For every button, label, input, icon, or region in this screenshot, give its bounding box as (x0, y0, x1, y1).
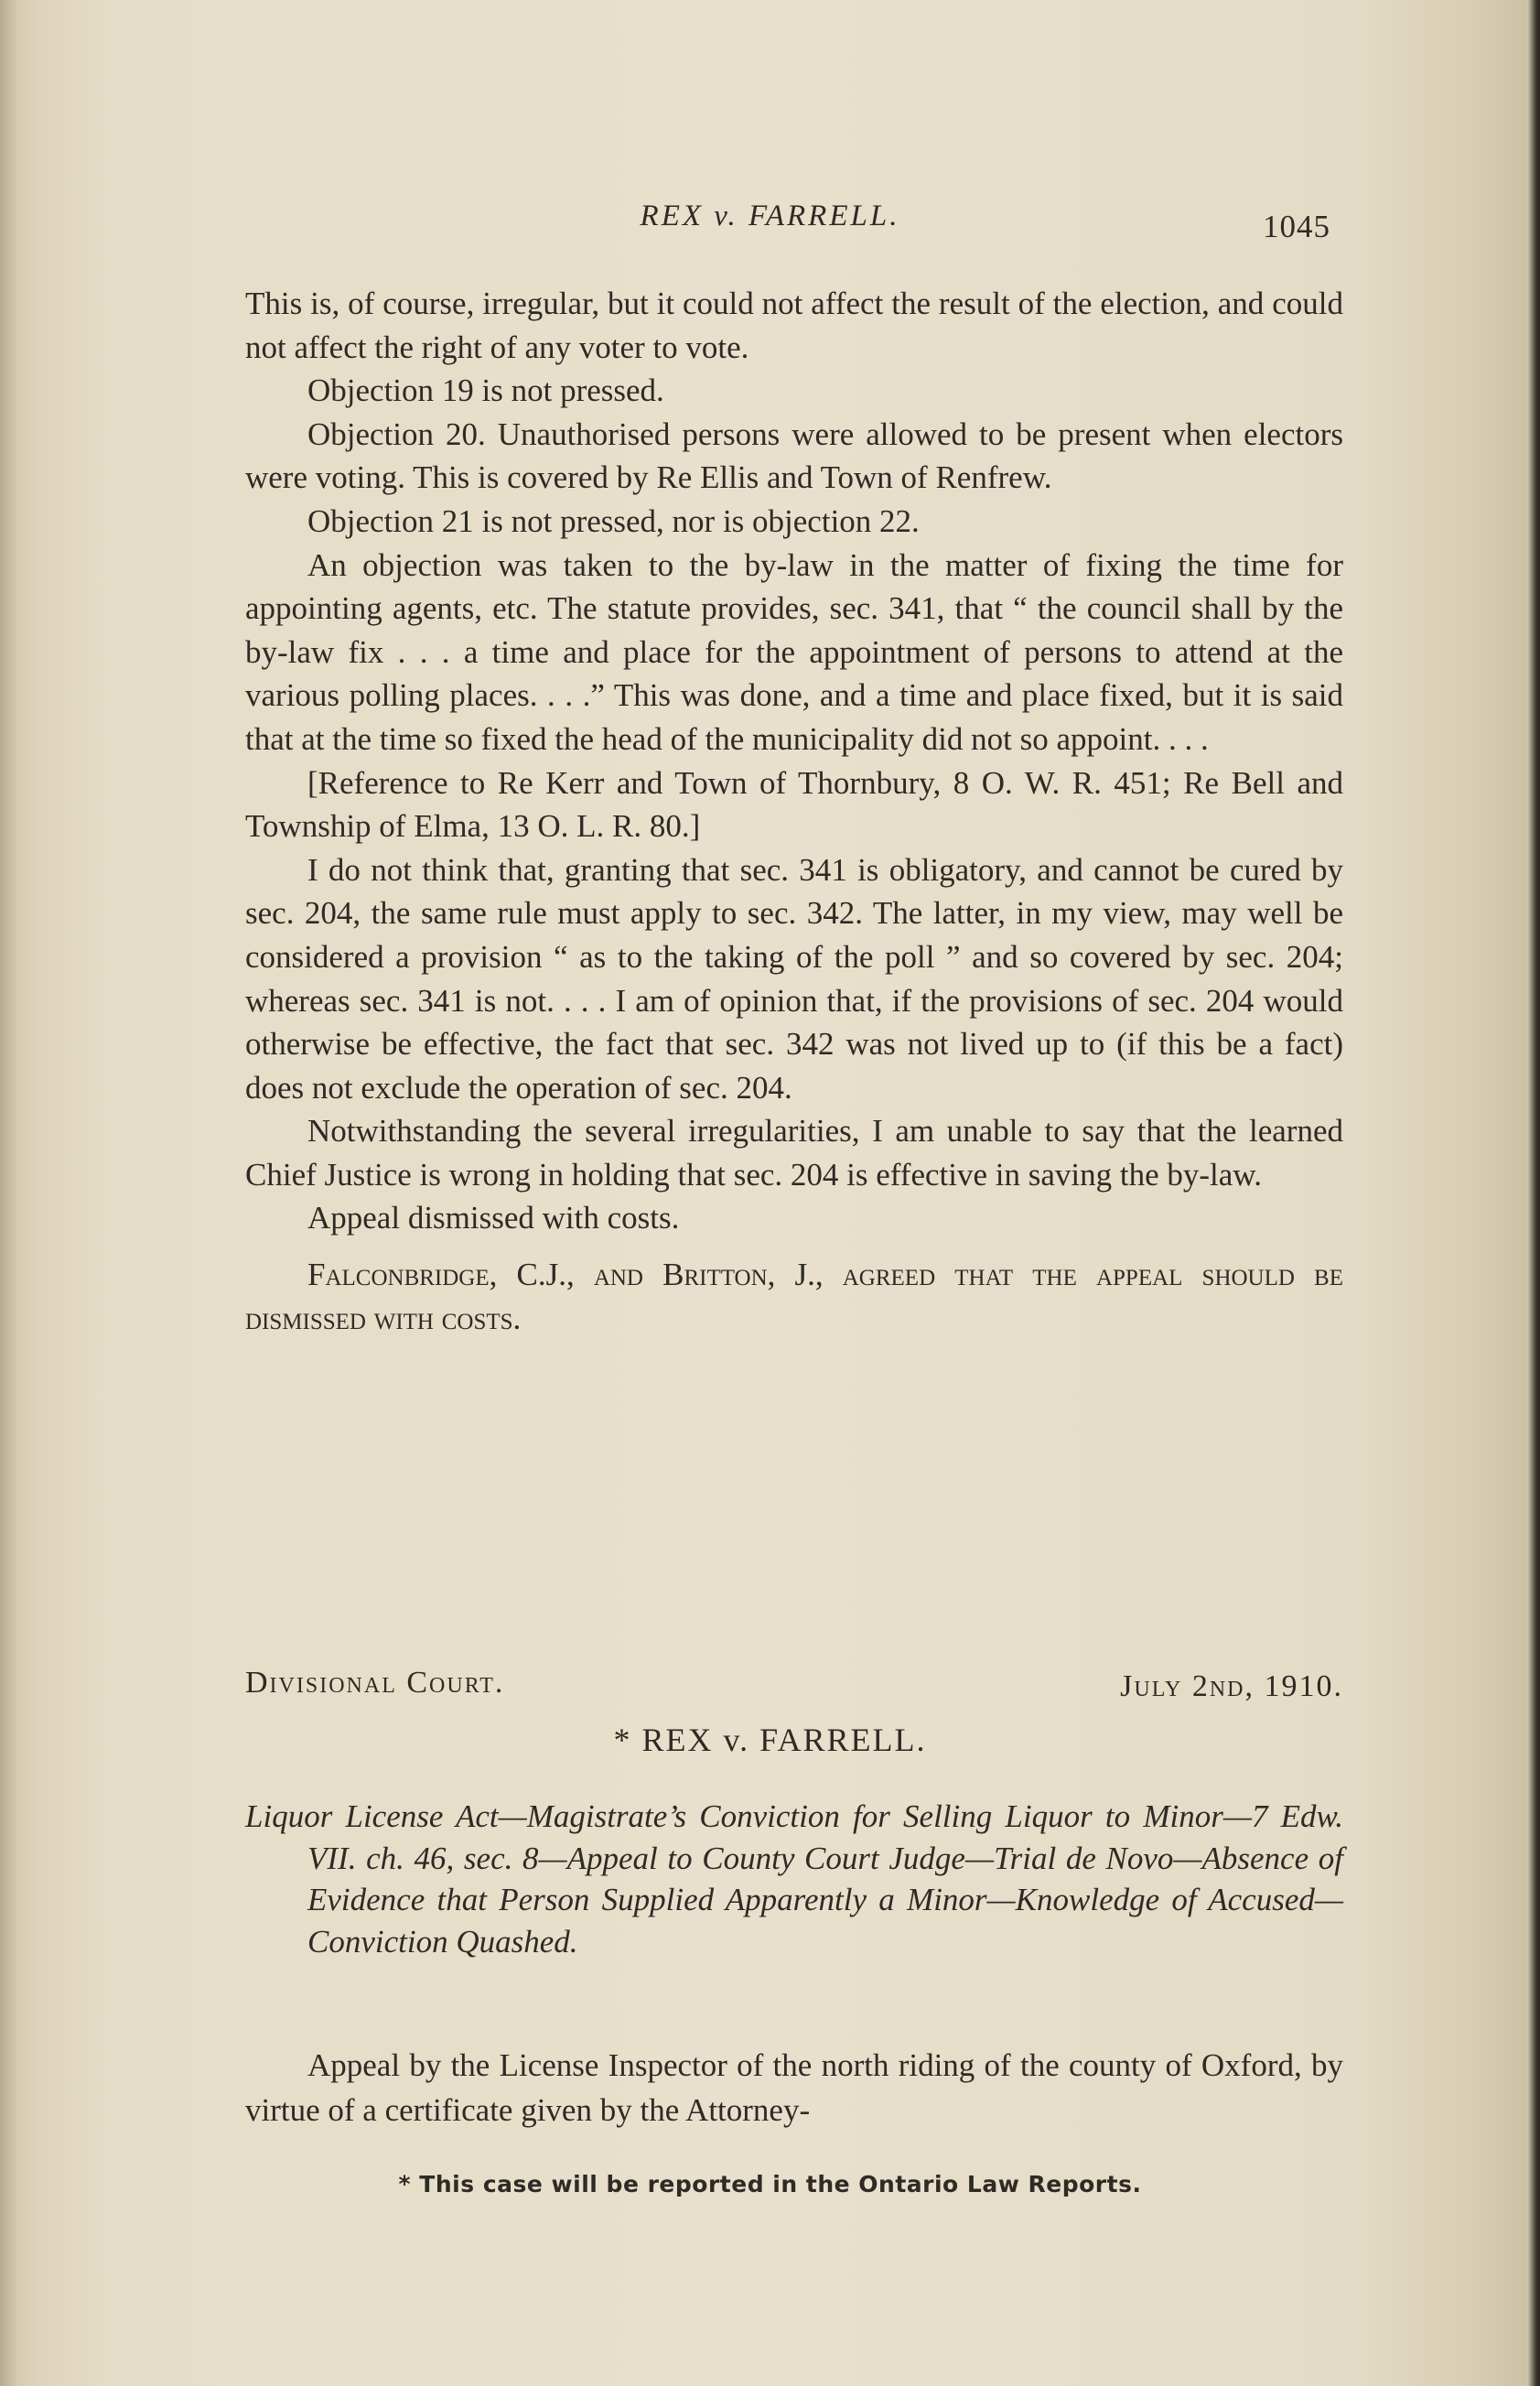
paragraph: Appeal dismissed with costs. (307, 1200, 680, 1236)
paragraph: [Reference to Re Kerr and Town of Thornbury, 8 O. W. R. 451; Re Bell and Township of Elma, 13 O. L. R. 80.] (245, 764, 1343, 845)
paragraph: I do not think that, granting that sec. 341 is obligatory, and cannot be cured by sec. 204, the same rule must apply to sec. 342. The latter, in my view, may well be considered a provision “ as to the taking of the poll ” and so covered by sec. 204; whereas sec. 341 is not. . . . I am of opinion that, if the provisions of sec. 204 would otherwise be effective, the fact that sec. 342 was not lived up to (if this be a fact) does not exclude the operation of sec. 204. (245, 851, 1343, 1106)
appeal-text (245, 2043, 1343, 2132)
running-title: REX v. FARRELL. (640, 200, 900, 232)
headnote (245, 1796, 1343, 1962)
headnote-text: Liquor License Act—Magistrate’s Conviction for Selling Liquor to Minor—7 Edw. VII. ch. 46, sec. 8—Appeal to County Court Judge—Trial de Novo—Absence of Evidence that Person Supplied Apparently a Minor—Knowledge of Accused—Conviction Quashed. (245, 1798, 1343, 1960)
page-left-edge (0, 0, 16, 2386)
paragraph: Notwithstanding the several irregularities, I am unable to say that the learned Chief Justice is wrong in holding that sec. 204 is effective in saving the by-law. (245, 1113, 1343, 1193)
court-name: Divisional Court. (245, 1666, 505, 1700)
case-header-row (245, 1666, 1343, 1710)
paragraph: Objection 21 is not pressed, nor is objection 22. (307, 502, 920, 539)
page-number: 1045 (1263, 209, 1330, 244)
paragraph: Appeal by the License Inspector of the north riding of the county of Oxford, by virtue of a certificate given by the Attorney- (245, 2047, 1343, 2128)
paragraph: Falconbridge, C.J., and Britton, J., agreed that the appeal should be dismissed with costs. (245, 1257, 1343, 1336)
paragraph: This is, of course, irregular, but it could not affect the result of the election, and could not affect the right of any voter to vote. (245, 286, 1343, 365)
paragraph: Objection 20. Unauthorised persons were allowed to be present when electors were voting. This is covered by Re Ellis and Town of Renfrew. (245, 416, 1343, 496)
page-right-edge (1527, 0, 1540, 2386)
case-title: * REX v. FARRELL. (613, 1722, 927, 1758)
paragraph: An objection was taken to the by-law in the matter of fixing the time for appointing agents, etc. The statute provides, sec. 341, that “ the council shall by the by-law fix . . . a time and place for the appointment of persons to attend at the various polling places. . . .” This was done, and a time and place fixed, but it is said that at the time so fixed the head of the municipality did not so appoint. . . . (245, 546, 1343, 757)
body-text (245, 282, 1343, 1340)
decision-date: July 2nd, 1910. (1120, 1669, 1343, 1703)
footnote: * This case will be reported in the Ontario Law Reports. (398, 2171, 1142, 2197)
paragraph: Objection 19 is not pressed. (307, 372, 664, 409)
